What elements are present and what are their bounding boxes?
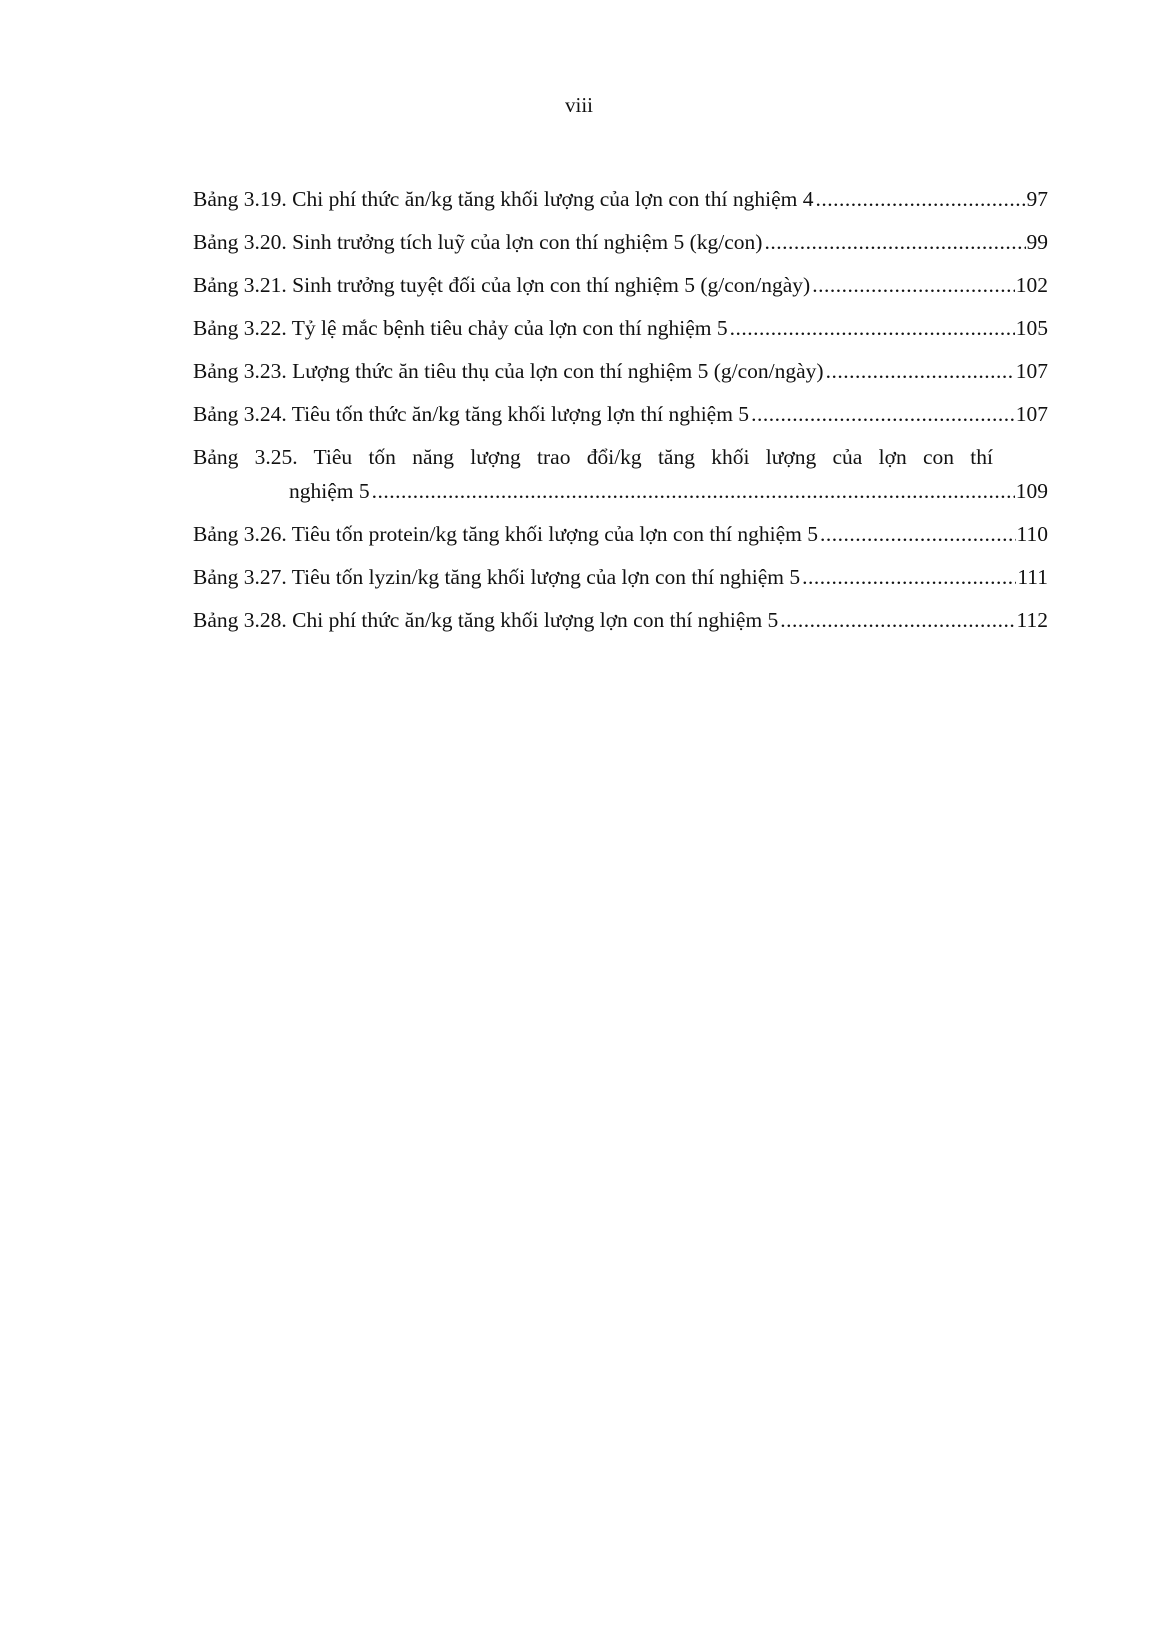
- page-number: viii: [564, 93, 593, 117]
- toc-entry-label: Bảng 3.21. Sinh trưởng tuyệt đối của lợn con thí nghiệm 5 (g/con/ngày): [193, 273, 811, 297]
- toc-entry-label: Bảng 3.26. Tiêu tốn protein/kg tăng khối lượng của lợn con thí nghiệm 5: [193, 522, 819, 546]
- toc-entry-page: 112: [1016, 608, 1048, 632]
- dot-leader: [372, 477, 1015, 505]
- toc-entry-label: Bảng 3.27. Tiêu tốn lyzin/kg tăng khối lượng của lợn con thí nghiệm 5: [193, 565, 801, 589]
- toc-entry-3-28[interactable]: [193, 606, 1048, 634]
- toc-entry-3-21[interactable]: [193, 271, 1048, 299]
- toc-entry-3-20[interactable]: [193, 228, 1048, 256]
- dot-leader: [802, 563, 1016, 591]
- toc-entry-3-19[interactable]: [193, 185, 1048, 213]
- toc-entry-label: Bảng 3.23. Lượng thức ăn tiêu thụ của lợn con thí nghiệm 5 (g/con/ngày): [193, 359, 824, 383]
- toc-entry-3-27[interactable]: [193, 563, 1048, 591]
- toc-entry-page: 111: [1017, 565, 1048, 589]
- dot-leader: [764, 228, 1025, 256]
- toc-entry-continuation: [193, 477, 1048, 505]
- toc-entry-label: Bảng 3.20. Sinh trưởng tích luỹ của lợn con thí nghiệm 5 (kg/con): [193, 230, 763, 254]
- toc-entry-page: 110: [1016, 522, 1048, 546]
- toc-entry-page: 105: [1015, 316, 1048, 340]
- toc-entry-page: 107: [1015, 402, 1048, 426]
- toc-entry-page: 107: [1015, 359, 1048, 383]
- toc-entry-label: Bảng 3.24. Tiêu tốn thức ăn/kg tăng khối lượng lợn thí nghiệm 5: [193, 402, 750, 426]
- toc-entry-3-22[interactable]: [193, 314, 1048, 342]
- dot-leader: [820, 520, 1016, 548]
- toc-entry-3-25[interactable]: [193, 443, 1048, 505]
- dot-leader: [812, 271, 1015, 299]
- dot-leader: [826, 357, 1015, 385]
- toc-entry-page: 109: [1015, 479, 1048, 503]
- dot-leader: [816, 185, 1026, 213]
- toc-entry-3-23[interactable]: [193, 357, 1048, 385]
- toc-entry-3-24[interactable]: [193, 400, 1048, 428]
- toc-entry-label: Bảng 3.28. Chi phí thức ăn/kg tăng khối lượng lợn con thí nghiệm 5: [193, 608, 779, 632]
- toc-entry-label-line2: nghiệm 5: [289, 479, 370, 503]
- toc-entry-label: Bảng 3.19. Chi phí thức ăn/kg tăng khối lượng của lợn con thí nghiệm 4: [193, 187, 814, 211]
- table-of-tables-list: [193, 185, 1048, 649]
- toc-entry-page: 102: [1015, 273, 1048, 297]
- dot-leader: [751, 400, 1015, 428]
- dot-leader: [730, 314, 1015, 342]
- toc-entry-page: 99: [1026, 230, 1048, 254]
- toc-entry-label-line1: Bảng 3.25. Tiêu tốn năng lượng trao đổi/kg tăng khối lượng của lợn con thí: [193, 445, 993, 469]
- toc-entry-page: 97: [1026, 187, 1048, 211]
- toc-entry-3-26[interactable]: [193, 520, 1048, 548]
- toc-entry-label: Bảng 3.22. Tỷ lệ mắc bệnh tiêu chảy của lợn con thí nghiệm 5: [193, 316, 728, 340]
- dot-leader: [780, 606, 1015, 634]
